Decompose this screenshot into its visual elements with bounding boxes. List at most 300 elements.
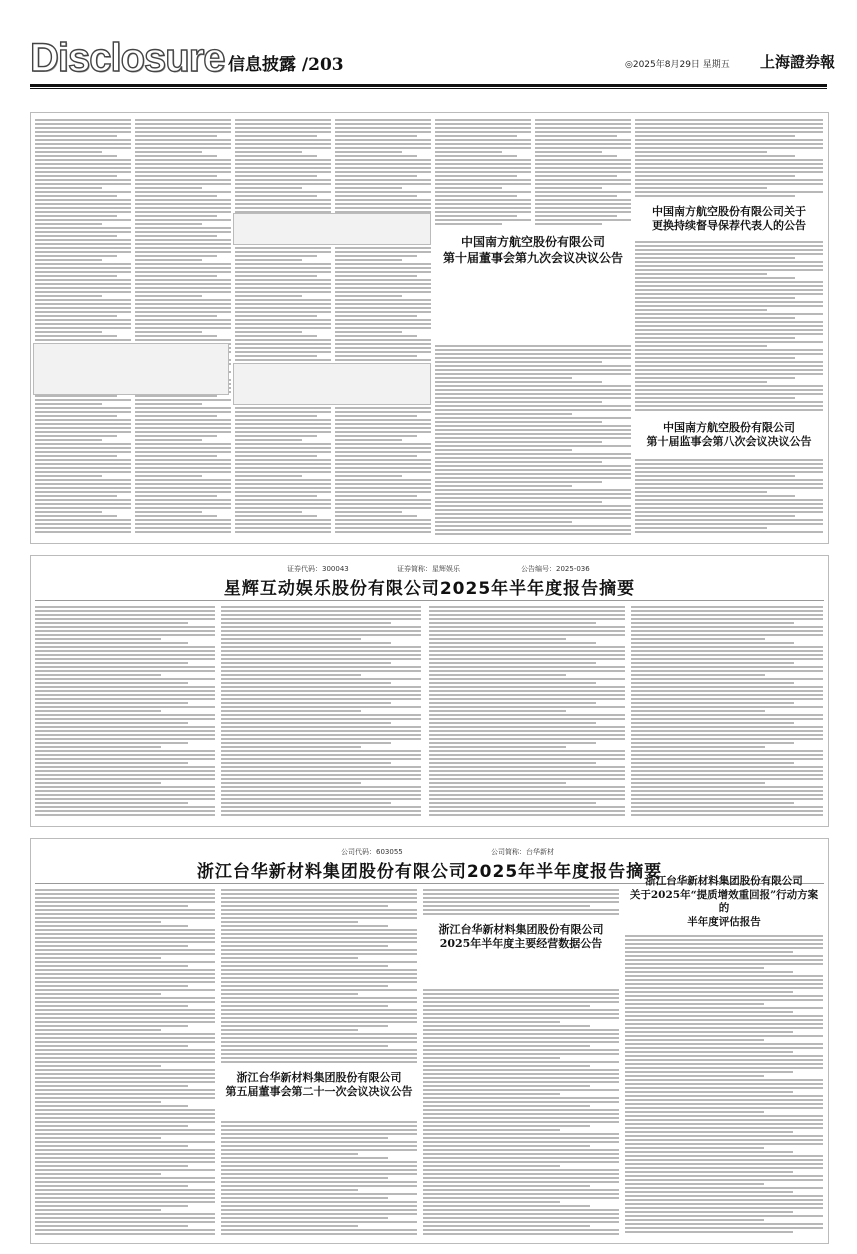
text-line	[35, 1085, 188, 1087]
text-line	[35, 650, 215, 652]
text-line	[135, 403, 202, 405]
text-line	[35, 674, 161, 676]
text-line	[221, 630, 421, 632]
text-line	[221, 682, 391, 684]
text-line	[221, 965, 388, 967]
text-column-10	[635, 459, 823, 537]
text-line	[35, 929, 215, 931]
text-line	[535, 191, 631, 193]
text-line	[423, 1105, 590, 1107]
text-line	[535, 187, 602, 189]
text-line	[235, 303, 331, 305]
text-line	[35, 961, 215, 963]
text-line	[631, 666, 823, 668]
text-line	[635, 183, 823, 185]
text-line	[429, 726, 625, 728]
text-line	[335, 127, 431, 129]
text-line	[631, 654, 823, 656]
text-line	[35, 941, 215, 943]
text-line	[135, 399, 231, 401]
text-line	[429, 626, 625, 628]
text-line	[221, 1045, 388, 1047]
text-line	[221, 969, 417, 971]
text-line	[631, 670, 823, 672]
text-line	[235, 415, 317, 417]
text-line	[335, 463, 431, 465]
text-line	[435, 131, 531, 133]
text-line	[35, 511, 102, 513]
text-line	[221, 814, 421, 816]
text-line	[35, 1077, 215, 1079]
text-line	[235, 151, 302, 153]
text-line	[625, 991, 793, 993]
text-line	[35, 311, 131, 313]
text-line	[423, 1141, 619, 1143]
text-line	[135, 479, 231, 481]
text-line	[535, 151, 602, 153]
text-line	[135, 179, 231, 181]
text-line	[423, 1081, 619, 1083]
text-line	[35, 686, 215, 688]
text-line	[135, 243, 231, 245]
text-line	[635, 511, 823, 513]
text-line	[221, 1221, 417, 1223]
text-line	[423, 1057, 560, 1059]
text-column-3	[429, 606, 625, 820]
text-line	[635, 143, 823, 145]
text-line	[35, 163, 131, 165]
text-line	[435, 453, 631, 455]
text-line	[35, 642, 188, 644]
text-line	[35, 395, 117, 397]
text-line	[135, 183, 231, 185]
text-line	[631, 606, 823, 608]
text-line	[221, 909, 417, 911]
text-line	[625, 1175, 823, 1177]
text-line	[435, 533, 631, 535]
text-line	[625, 939, 823, 941]
text-line	[35, 917, 215, 919]
text-line	[35, 774, 215, 776]
text-line	[35, 243, 131, 245]
text-line	[625, 1199, 823, 1201]
text-line	[35, 622, 188, 624]
text-line	[35, 331, 102, 333]
text-line	[535, 131, 631, 133]
text-line	[35, 475, 102, 477]
text-line	[235, 427, 331, 429]
text-line	[135, 203, 231, 205]
text-line	[221, 893, 417, 895]
text-line	[135, 475, 202, 477]
text-line	[335, 199, 431, 201]
text-line	[35, 1193, 215, 1195]
text-line	[221, 1013, 417, 1015]
text-line	[423, 1189, 619, 1191]
text-line	[135, 199, 231, 201]
text-line	[35, 491, 131, 493]
text-line	[235, 171, 331, 173]
text-line	[221, 1041, 417, 1043]
text-line	[135, 467, 231, 469]
text-line	[429, 646, 625, 648]
text-line	[435, 159, 531, 161]
text-line	[435, 437, 631, 439]
text-line	[335, 295, 402, 297]
text-line	[435, 413, 572, 415]
text-line	[435, 155, 517, 157]
text-line	[335, 419, 431, 421]
text-line	[35, 1117, 215, 1119]
text-line	[435, 167, 531, 169]
text-line	[221, 981, 417, 983]
text-line	[221, 1165, 417, 1167]
text-line	[435, 465, 631, 467]
text-line	[423, 1209, 619, 1211]
text-line	[435, 175, 517, 177]
text-line	[429, 674, 566, 676]
text-line	[235, 515, 317, 517]
text-line	[35, 235, 117, 237]
text-line	[221, 1193, 417, 1195]
text-line	[423, 1005, 590, 1007]
text-line	[625, 1231, 793, 1233]
text-line	[135, 407, 231, 409]
text-line	[35, 239, 131, 241]
text-line	[221, 897, 417, 899]
text-line	[135, 307, 231, 309]
text-line	[221, 921, 358, 923]
middle-announcement-block	[30, 555, 829, 827]
text-line	[429, 722, 596, 724]
text-line	[221, 642, 391, 644]
text-line	[235, 283, 331, 285]
text-line	[235, 355, 317, 357]
text-line	[35, 399, 131, 401]
text-line	[35, 606, 215, 608]
text-line	[625, 1155, 823, 1157]
text-line	[625, 1123, 823, 1125]
text-line	[35, 459, 131, 461]
text-line	[235, 167, 331, 169]
text-line	[423, 1201, 560, 1203]
text-line	[335, 527, 431, 529]
text-line	[221, 917, 417, 919]
text-line	[423, 1161, 619, 1163]
text-line	[35, 1053, 215, 1055]
text-line	[135, 495, 217, 497]
text-line	[221, 746, 361, 748]
text-line	[335, 439, 402, 441]
text-line	[429, 706, 625, 708]
text-line	[631, 798, 823, 800]
text-line	[635, 409, 823, 411]
text-line	[35, 814, 215, 816]
text-line	[35, 1133, 215, 1135]
text-line	[631, 706, 823, 708]
text-line	[35, 403, 102, 405]
text-line	[235, 327, 331, 329]
text-line	[221, 1125, 417, 1127]
text-line	[635, 241, 823, 243]
text-line	[35, 283, 131, 285]
text-line	[423, 1225, 590, 1227]
text-line	[435, 397, 631, 399]
text-line	[335, 287, 431, 289]
announcement-title	[625, 875, 823, 930]
text-line	[35, 267, 131, 269]
text-line	[221, 806, 421, 808]
text-line	[221, 790, 421, 792]
text-line	[235, 435, 317, 437]
text-line	[35, 778, 215, 780]
text-line	[631, 658, 823, 660]
text-line	[221, 901, 417, 903]
text-line	[221, 762, 391, 764]
text-line	[335, 183, 431, 185]
text-line	[235, 463, 331, 465]
text-line	[631, 674, 765, 676]
text-line	[135, 395, 217, 397]
text-line	[423, 1173, 619, 1175]
text-line	[221, 710, 361, 712]
announcement-number: 公告编号：2025-036	[521, 565, 590, 573]
text-line	[635, 139, 823, 141]
text-line	[35, 207, 131, 209]
text-line	[35, 307, 131, 309]
text-line	[635, 345, 767, 347]
text-line	[535, 163, 631, 165]
text-line	[35, 127, 131, 129]
text-line	[221, 1137, 388, 1139]
issue-date: ◎2025年8月29日 星期五	[625, 60, 730, 70]
text-line	[35, 183, 131, 185]
text-line	[35, 295, 102, 297]
text-line	[335, 163, 431, 165]
announcement-title	[635, 421, 823, 450]
text-line	[221, 957, 358, 959]
text-line	[635, 377, 795, 379]
text-line	[35, 299, 131, 301]
text-line	[235, 459, 331, 461]
text-line	[35, 187, 102, 189]
text-line	[335, 523, 431, 525]
text-line	[535, 143, 631, 145]
text-line	[335, 519, 431, 521]
text-line	[35, 251, 131, 253]
text-line	[635, 471, 823, 473]
text-line	[423, 1009, 619, 1011]
text-line	[235, 495, 317, 497]
text-line	[35, 419, 131, 421]
text-line	[135, 135, 217, 137]
text-line	[423, 913, 619, 915]
text-line	[429, 738, 625, 740]
text-line	[423, 1157, 619, 1159]
text-line	[635, 463, 823, 465]
text-line	[35, 1185, 188, 1187]
text-line	[635, 527, 767, 529]
text-line	[625, 1143, 823, 1145]
text-line	[35, 319, 131, 321]
text-line	[635, 253, 823, 255]
text-line	[423, 1133, 619, 1135]
text-line	[625, 1003, 764, 1005]
text-line	[221, 670, 421, 672]
text-line	[221, 905, 388, 907]
text-line	[221, 973, 417, 975]
text-line	[625, 1167, 823, 1169]
text-line	[135, 335, 217, 337]
text-line	[235, 467, 331, 469]
text-line	[635, 131, 823, 133]
text-line	[35, 973, 215, 975]
text-line	[335, 263, 431, 265]
text-line	[35, 802, 188, 804]
text-line	[423, 1125, 590, 1127]
text-line	[221, 925, 388, 927]
text-line	[535, 175, 617, 177]
text-line	[135, 131, 231, 133]
text-line	[335, 259, 402, 261]
text-line	[35, 937, 215, 939]
text-line	[535, 159, 631, 161]
text-line	[423, 1025, 590, 1027]
text-line	[535, 219, 631, 221]
text-line	[625, 1007, 823, 1009]
text-line	[35, 1141, 215, 1143]
text-line	[335, 139, 431, 141]
text-line	[625, 1043, 823, 1045]
text-line	[35, 119, 131, 121]
stock-short-name: 证券简称：星辉娱乐	[397, 565, 460, 573]
text-line	[625, 1075, 764, 1077]
text-line	[335, 435, 417, 437]
text-line	[535, 195, 617, 197]
text-line	[135, 247, 231, 249]
text-line	[35, 1225, 188, 1227]
text-line	[235, 339, 331, 341]
text-line	[631, 678, 823, 680]
text-line	[429, 770, 625, 772]
text-line	[235, 447, 331, 449]
text-line	[35, 638, 161, 640]
text-line	[631, 646, 823, 648]
text-line	[221, 1177, 388, 1179]
text-line	[235, 471, 331, 473]
text-line	[135, 483, 231, 485]
announcement-title	[221, 1071, 417, 1100]
text-line	[335, 171, 431, 173]
text-line	[35, 646, 215, 648]
text-line	[635, 273, 767, 275]
company-code: 公司代码：603055	[341, 848, 403, 856]
text-line	[35, 435, 117, 437]
boxed-section	[33, 343, 229, 395]
text-line	[221, 794, 421, 796]
text-line	[435, 349, 631, 351]
text-line	[423, 1149, 619, 1151]
text-line	[423, 1169, 619, 1171]
text-line	[335, 131, 431, 133]
text-line	[35, 1233, 215, 1235]
text-line	[35, 255, 117, 257]
text-line	[235, 479, 331, 481]
text-line	[335, 515, 417, 517]
text-line	[429, 662, 596, 664]
text-line	[35, 175, 117, 177]
text-line	[625, 1171, 793, 1173]
text-line	[423, 1145, 590, 1147]
text-line	[221, 730, 421, 732]
text-line	[221, 754, 421, 756]
text-line	[35, 327, 131, 329]
text-line	[435, 409, 631, 411]
text-line	[625, 987, 823, 989]
text-line	[625, 1179, 823, 1181]
text-line	[423, 1221, 619, 1223]
text-line	[221, 810, 421, 812]
text-line	[625, 1159, 823, 1161]
text-line	[135, 271, 231, 273]
text-line	[235, 487, 331, 489]
text-line	[135, 511, 202, 513]
text-line	[221, 889, 417, 891]
text-line	[35, 969, 215, 971]
text-line	[423, 1205, 590, 1207]
text-line	[435, 183, 531, 185]
text-line	[335, 299, 431, 301]
text-line	[221, 1009, 417, 1011]
text-line	[335, 335, 417, 337]
text-line	[625, 959, 823, 961]
text-line	[35, 985, 188, 987]
text-line	[35, 782, 161, 784]
text-line	[35, 487, 131, 489]
text-line	[135, 319, 231, 321]
text-line	[235, 127, 331, 129]
text-line	[635, 163, 823, 165]
text-column-1	[35, 119, 131, 537]
text-line	[221, 1145, 417, 1147]
text-line	[135, 431, 231, 433]
text-line	[435, 485, 572, 487]
text-line	[221, 933, 417, 935]
text-line	[35, 913, 215, 915]
text-line	[135, 175, 217, 177]
text-line	[631, 694, 823, 696]
text-line	[429, 774, 625, 776]
text-line	[335, 427, 431, 429]
text-line	[135, 167, 231, 169]
text-line	[423, 1061, 619, 1063]
text-line	[35, 531, 131, 533]
text-line	[35, 463, 131, 465]
text-line	[335, 175, 417, 177]
text-line	[221, 786, 421, 788]
text-line	[35, 798, 215, 800]
text-line	[631, 786, 823, 788]
text-line	[635, 293, 823, 295]
text-line	[435, 477, 631, 479]
text-line	[423, 1181, 619, 1183]
text-line	[635, 483, 823, 485]
text-line	[625, 971, 793, 973]
text-line	[35, 670, 215, 672]
text-line	[235, 187, 302, 189]
text-line	[435, 139, 531, 141]
text-line	[625, 1079, 823, 1081]
